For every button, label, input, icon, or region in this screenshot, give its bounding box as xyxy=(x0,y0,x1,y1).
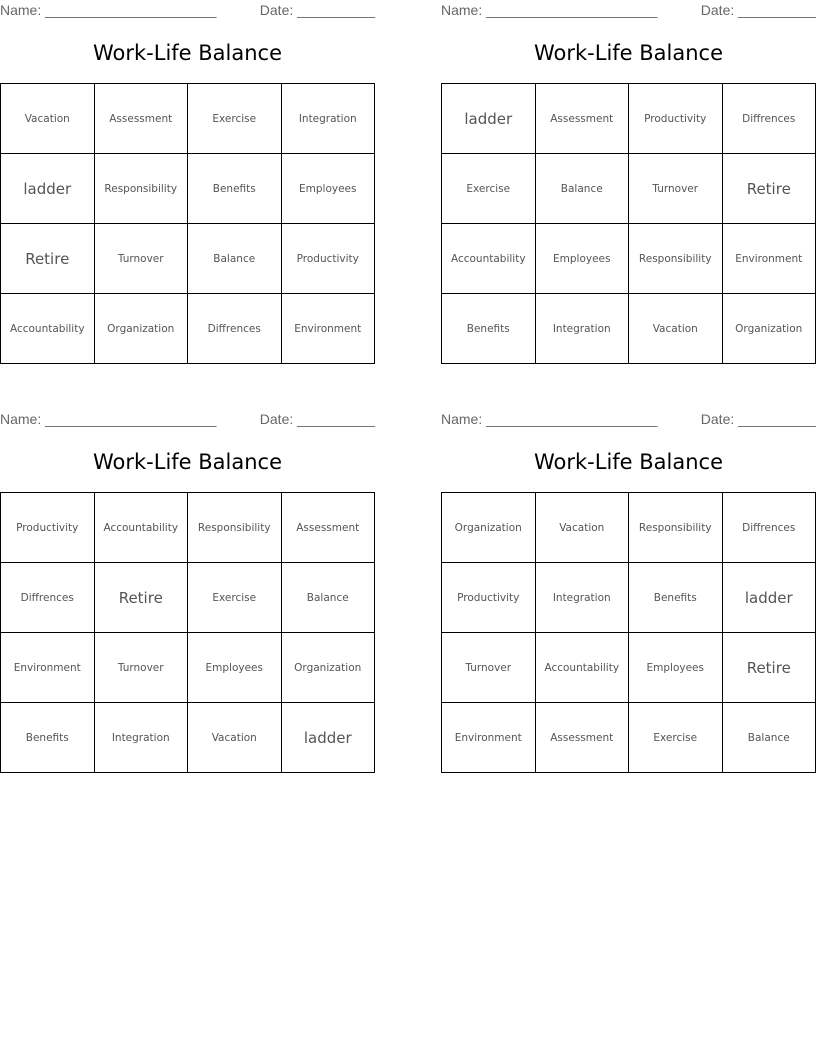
bingo-cell: Balance xyxy=(281,563,375,633)
bingo-cell: Turnover xyxy=(629,154,723,224)
card-title: Work-Life Balance xyxy=(533,41,724,65)
bingo-cell: ladder xyxy=(722,563,816,633)
bingo-cell: Diffrences xyxy=(722,493,816,563)
grid-row xyxy=(1,703,375,773)
date-field: Date: __________ xyxy=(259,2,375,18)
bingo-cell: Diffrences xyxy=(722,84,816,154)
bingo-card xyxy=(0,0,375,364)
bingo-cell: Retire xyxy=(94,563,188,633)
bingo-cell: Vacation xyxy=(535,493,629,563)
bingo-cell: Exercise xyxy=(442,154,536,224)
header-fields xyxy=(441,411,816,429)
header-fields xyxy=(0,2,375,20)
card-title: Work-Life Balance xyxy=(92,41,283,65)
bingo-grid xyxy=(441,83,816,364)
bingo-cell: Responsibility xyxy=(629,493,723,563)
grid-row xyxy=(442,493,816,563)
date-field: Date: __________ xyxy=(700,411,816,427)
grid-row xyxy=(1,633,375,703)
bingo-cell: Exercise xyxy=(188,563,282,633)
bingo-cell: ladder xyxy=(1,154,95,224)
bingo-cell: Benefits xyxy=(188,154,282,224)
bingo-grid xyxy=(0,83,375,364)
grid-row xyxy=(1,224,375,294)
bingo-cell: Employees xyxy=(629,633,723,703)
header-fields xyxy=(441,2,816,20)
bingo-cell: Integration xyxy=(94,703,188,773)
bingo-cell: Responsibility xyxy=(629,224,723,294)
grid-row xyxy=(442,224,816,294)
bingo-cell: Organization xyxy=(442,493,536,563)
bingo-cell: Benefits xyxy=(629,563,723,633)
bingo-cell: Balance xyxy=(188,224,282,294)
bingo-cell: Balance xyxy=(722,703,816,773)
bingo-cell: Organization xyxy=(94,294,188,364)
bingo-cell: Organization xyxy=(281,633,375,703)
bingo-cell: Responsibility xyxy=(188,493,282,563)
bingo-grid xyxy=(441,492,816,773)
name-field: Name: ______________________ xyxy=(441,411,658,427)
bingo-cell: Vacation xyxy=(188,703,282,773)
bingo-grid xyxy=(0,492,375,773)
grid-row xyxy=(1,154,375,224)
bingo-cell: Organization xyxy=(722,294,816,364)
bingo-cell: Employees xyxy=(535,224,629,294)
bingo-card xyxy=(0,409,375,773)
card-title: Work-Life Balance xyxy=(533,450,724,474)
bingo-cell: Diffrences xyxy=(1,563,95,633)
bingo-cell: Retire xyxy=(1,224,95,294)
bingo-cell: Accountability xyxy=(535,633,629,703)
bingo-cell: Accountability xyxy=(1,294,95,364)
bingo-cell: ladder xyxy=(442,84,536,154)
bingo-card xyxy=(441,0,816,364)
grid-row xyxy=(1,563,375,633)
grid-row xyxy=(442,154,816,224)
bingo-cell: Employees xyxy=(281,154,375,224)
bingo-cell: Productivity xyxy=(442,563,536,633)
bingo-cell: Environment xyxy=(281,294,375,364)
bingo-cell: Turnover xyxy=(94,224,188,294)
bingo-cell: Assessment xyxy=(535,84,629,154)
header-fields xyxy=(0,411,375,429)
grid-row xyxy=(442,703,816,773)
bingo-cell: Integration xyxy=(281,84,375,154)
bingo-cell: Diffrences xyxy=(188,294,282,364)
bingo-cell: ladder xyxy=(281,703,375,773)
bingo-cell: Retire xyxy=(722,633,816,703)
bingo-cell: Vacation xyxy=(1,84,95,154)
bingo-card xyxy=(441,409,816,773)
bingo-cell: Integration xyxy=(535,294,629,364)
grid-row xyxy=(442,294,816,364)
bingo-cell: Benefits xyxy=(1,703,95,773)
date-field: Date: __________ xyxy=(700,2,816,18)
grid-row xyxy=(442,633,816,703)
bingo-cell: Turnover xyxy=(94,633,188,703)
bingo-cell: Accountability xyxy=(442,224,536,294)
grid-row xyxy=(1,493,375,563)
bingo-cell: Productivity xyxy=(629,84,723,154)
name-field: Name: ______________________ xyxy=(441,2,658,18)
bingo-cell: Employees xyxy=(188,633,282,703)
bingo-cell: Environment xyxy=(722,224,816,294)
bingo-cell: Environment xyxy=(1,633,95,703)
grid-row xyxy=(442,563,816,633)
bingo-cell: Benefits xyxy=(442,294,536,364)
bingo-cell: Environment xyxy=(442,703,536,773)
bingo-cell: Balance xyxy=(535,154,629,224)
bingo-cell: Accountability xyxy=(94,493,188,563)
bingo-cell: Assessment xyxy=(281,493,375,563)
bingo-cell: Productivity xyxy=(281,224,375,294)
bingo-cell: Integration xyxy=(535,563,629,633)
bingo-cell: Vacation xyxy=(629,294,723,364)
name-field: Name: ______________________ xyxy=(0,411,217,427)
bingo-cell: Assessment xyxy=(94,84,188,154)
bingo-cell: Responsibility xyxy=(94,154,188,224)
grid-row xyxy=(1,84,375,154)
bingo-cell: Assessment xyxy=(535,703,629,773)
name-field: Name: ______________________ xyxy=(0,2,217,18)
date-field: Date: __________ xyxy=(259,411,375,427)
grid-row xyxy=(442,84,816,154)
bingo-cell: Exercise xyxy=(188,84,282,154)
bingo-cell: Turnover xyxy=(442,633,536,703)
grid-row xyxy=(1,294,375,364)
bingo-cell: Productivity xyxy=(1,493,95,563)
bingo-cell: Exercise xyxy=(629,703,723,773)
bingo-cell: Retire xyxy=(722,154,816,224)
card-title: Work-Life Balance xyxy=(92,450,283,474)
